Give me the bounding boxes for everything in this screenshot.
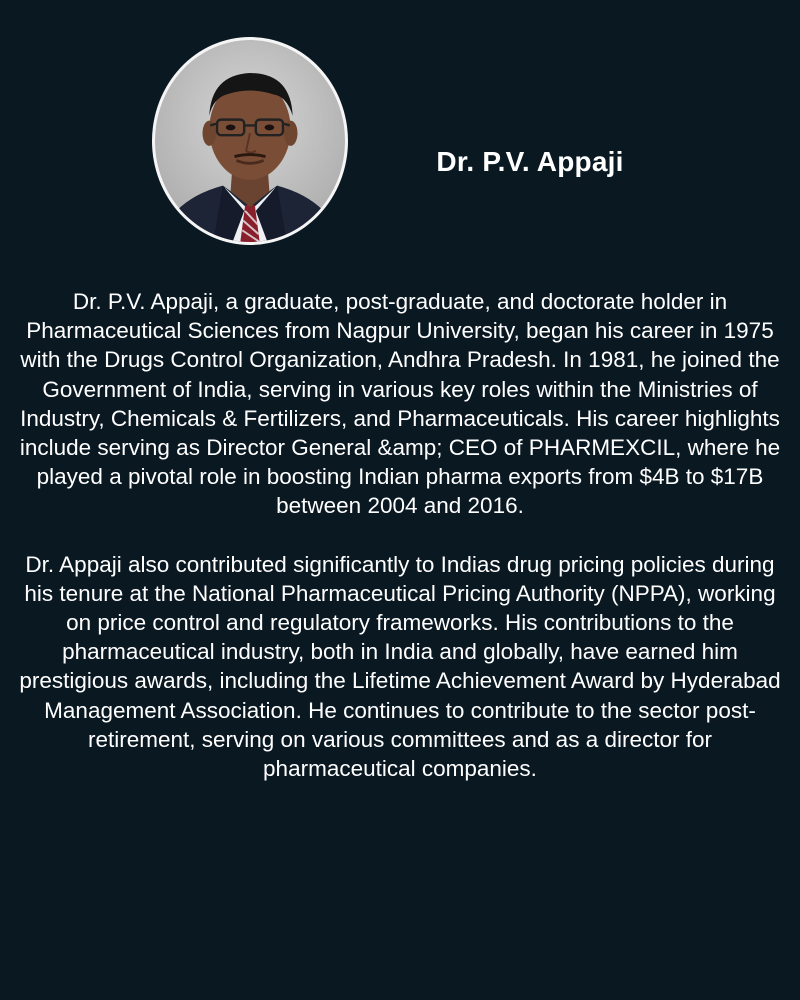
bio-paragraph: Dr. Appaji also contributed significantly to Indias drug pricing policies during his tenure at the National Pharmaceutical Pricing Authority (NPPA), working on price control and regulatory frameworks. His contributions to the pharmaceutical industry, both in India and globally, have earned him prestigious awards, including the Lifetime Achievement Award by Hyderabad Management Association. He continues to contribute to the sector post- retirement, serving on various committees and as a director for pharmaceutical companies. [19,551,781,782]
profile-photo [152,37,348,245]
profile-bio [18,287,782,783]
bio-paragraph: Dr. P.V. Appaji, a graduate, post-graduate, and doctorate holder in Pharmaceutical Sciences from Nagpur University, began his career in 1975 with the Drugs Control Organization, Andhra Pradesh. In 1981, he joined the Government of India, serving in various key roles within the Ministries of Industry, Chemicals & Fertilizers, and Pharmaceuticals. His career highlights include serving as Director General &amp; CEO of PHARMEXCIL, where he played a pivotal role in boosting Indian pharma exports from $4B to $17B between 2004 and 2016. [19,289,781,519]
profile-name: Dr. P.V. Appaji [436,146,624,177]
person-portrait-icon [155,40,345,242]
